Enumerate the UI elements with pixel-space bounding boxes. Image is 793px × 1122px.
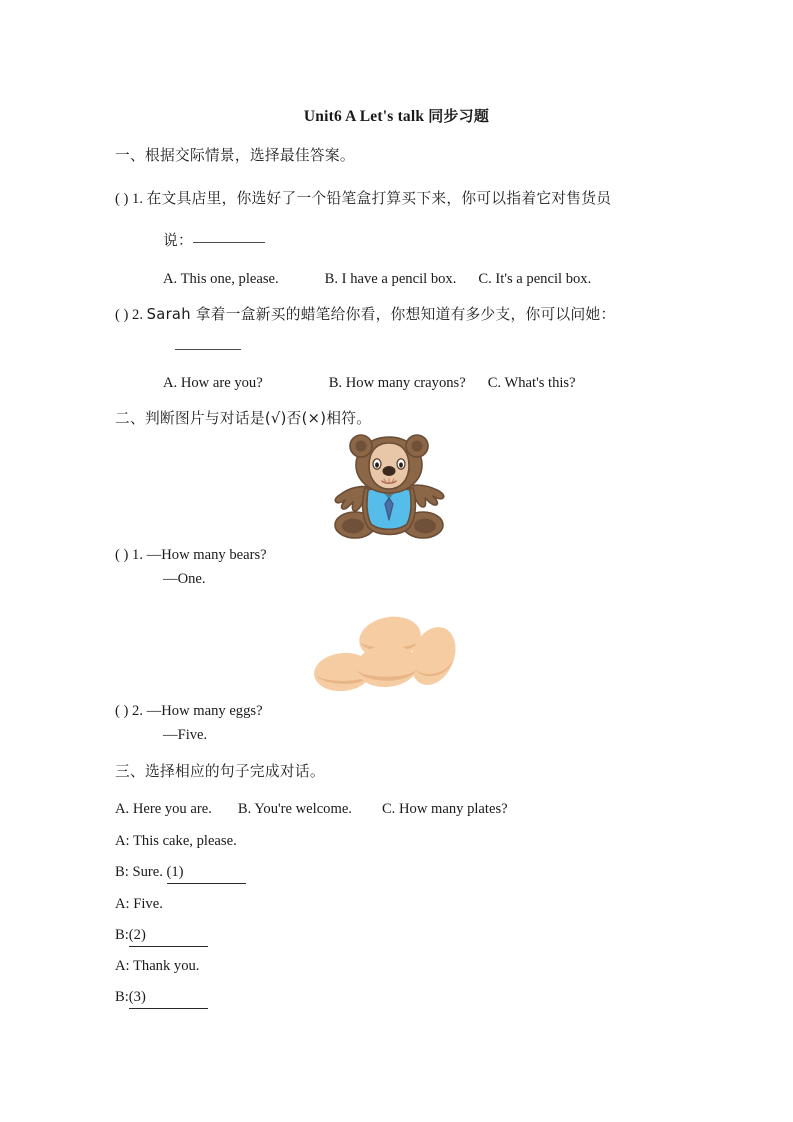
q1-stem-tail: 说：: [163, 232, 193, 249]
dialogue-line-4: [115, 927, 208, 947]
eggs-illustration: [310, 604, 470, 694]
q2-number: 2.: [132, 307, 143, 323]
page-title-cn: 同步习题: [428, 107, 490, 125]
q1-option-c[interactable]: C. It's a pencil box.: [478, 271, 592, 287]
page-title: [0, 105, 793, 126]
section-1-q1-options: [163, 271, 591, 289]
section-1-q2-blank-line: [175, 340, 241, 357]
dialogue-6-blank-label: (3): [128, 989, 146, 1005]
s3-choice-b[interactable]: B. You're welcome.: [237, 801, 352, 817]
s2-q2-bracket[interactable]: ( ): [115, 703, 129, 719]
dialogue-2-text: Sure.: [132, 864, 167, 880]
q2-stem-text: Sarah 拿着一盒新买的蜡笔给你看，你想知道有多少支，你可以问她：: [146, 306, 616, 323]
dialogue-1-speaker: A:: [115, 833, 130, 849]
dialogue-line-6: [115, 989, 208, 1009]
section-2-heading: 二、判断图片与对话是(√)否(×)相符。: [115, 410, 372, 427]
dialogue-4-blank[interactable]: [129, 927, 208, 947]
s2-q2-number: 2.: [132, 703, 143, 719]
dialogue-6-blank[interactable]: [129, 989, 208, 1009]
s3-choice-a[interactable]: A. Here you are.: [115, 801, 212, 817]
q1-answer-blank[interactable]: [193, 241, 265, 243]
section-1-heading: 一、根据交际情景，选择最佳答案。: [115, 147, 355, 164]
dialogue-line-5: [115, 958, 199, 976]
q1-option-a[interactable]: A. This one, please.: [163, 271, 279, 287]
section-3-heading: 三、选择相应的句子完成对话。: [115, 763, 325, 780]
q2-option-a[interactable]: A. How are you?: [163, 375, 263, 391]
q2-option-c[interactable]: C. What's this?: [487, 375, 576, 391]
section-1-q2-options: [163, 375, 576, 393]
dialogue-3-text: Five.: [133, 896, 163, 912]
q2-answer-blank[interactable]: [175, 348, 241, 350]
dialogue-1-text: This cake, please.: [132, 833, 237, 849]
dialogue-2-speaker: B:: [115, 864, 129, 880]
section-1-q1-stem-line2: [163, 232, 265, 251]
dialogue-5-text: Thank you.: [132, 958, 200, 974]
q1-bracket[interactable]: ( ): [115, 191, 129, 207]
s2-q1-number: 1.: [132, 547, 143, 563]
dialogue-line-1: [115, 833, 237, 851]
dialogue-4-blank-label: (2): [128, 927, 146, 943]
s2-q1-text: —How many bears?: [146, 547, 267, 563]
q2-option-b[interactable]: B. How many crayons?: [328, 375, 466, 391]
dialogue-line-3: [115, 896, 163, 914]
s2-q2-text: —How many eggs?: [146, 703, 263, 719]
section-1-q1-stem-line1: [115, 190, 611, 209]
teddy-bear-illustration: [328, 432, 450, 544]
q1-number: 1.: [132, 191, 143, 207]
dialogue-3-speaker: A:: [115, 896, 130, 912]
dialogue-2-blank-label: (1): [166, 864, 184, 880]
dialogue-6-speaker: B:: [115, 989, 129, 1005]
page-title-en: Unit6 A Let's talk: [303, 108, 429, 125]
dialogue-line-2: [115, 864, 246, 884]
section-3-choices: [115, 801, 508, 819]
dialogue-5-speaker: A:: [115, 958, 130, 974]
s3-choice-c[interactable]: C. How many plates?: [381, 801, 508, 817]
dialogue-4-speaker: B:: [115, 927, 129, 943]
section-2-item1-line2: —One.: [163, 571, 206, 587]
dialogue-2-blank[interactable]: [167, 864, 246, 884]
section-2-item2-line1: [115, 703, 263, 721]
q1-option-b[interactable]: B. I have a pencil box.: [324, 271, 457, 287]
section-2-item2-line2: —Five.: [163, 727, 208, 743]
section-2-item1-line1: [115, 547, 267, 565]
q1-stem-text: 在文具店里，你选好了一个铅笔盒打算买下来，你可以指着它对售货员: [146, 190, 612, 207]
q2-bracket[interactable]: ( ): [115, 307, 129, 323]
s2-q1-bracket[interactable]: ( ): [115, 547, 129, 563]
section-1-q2-stem-line1: [115, 306, 615, 325]
